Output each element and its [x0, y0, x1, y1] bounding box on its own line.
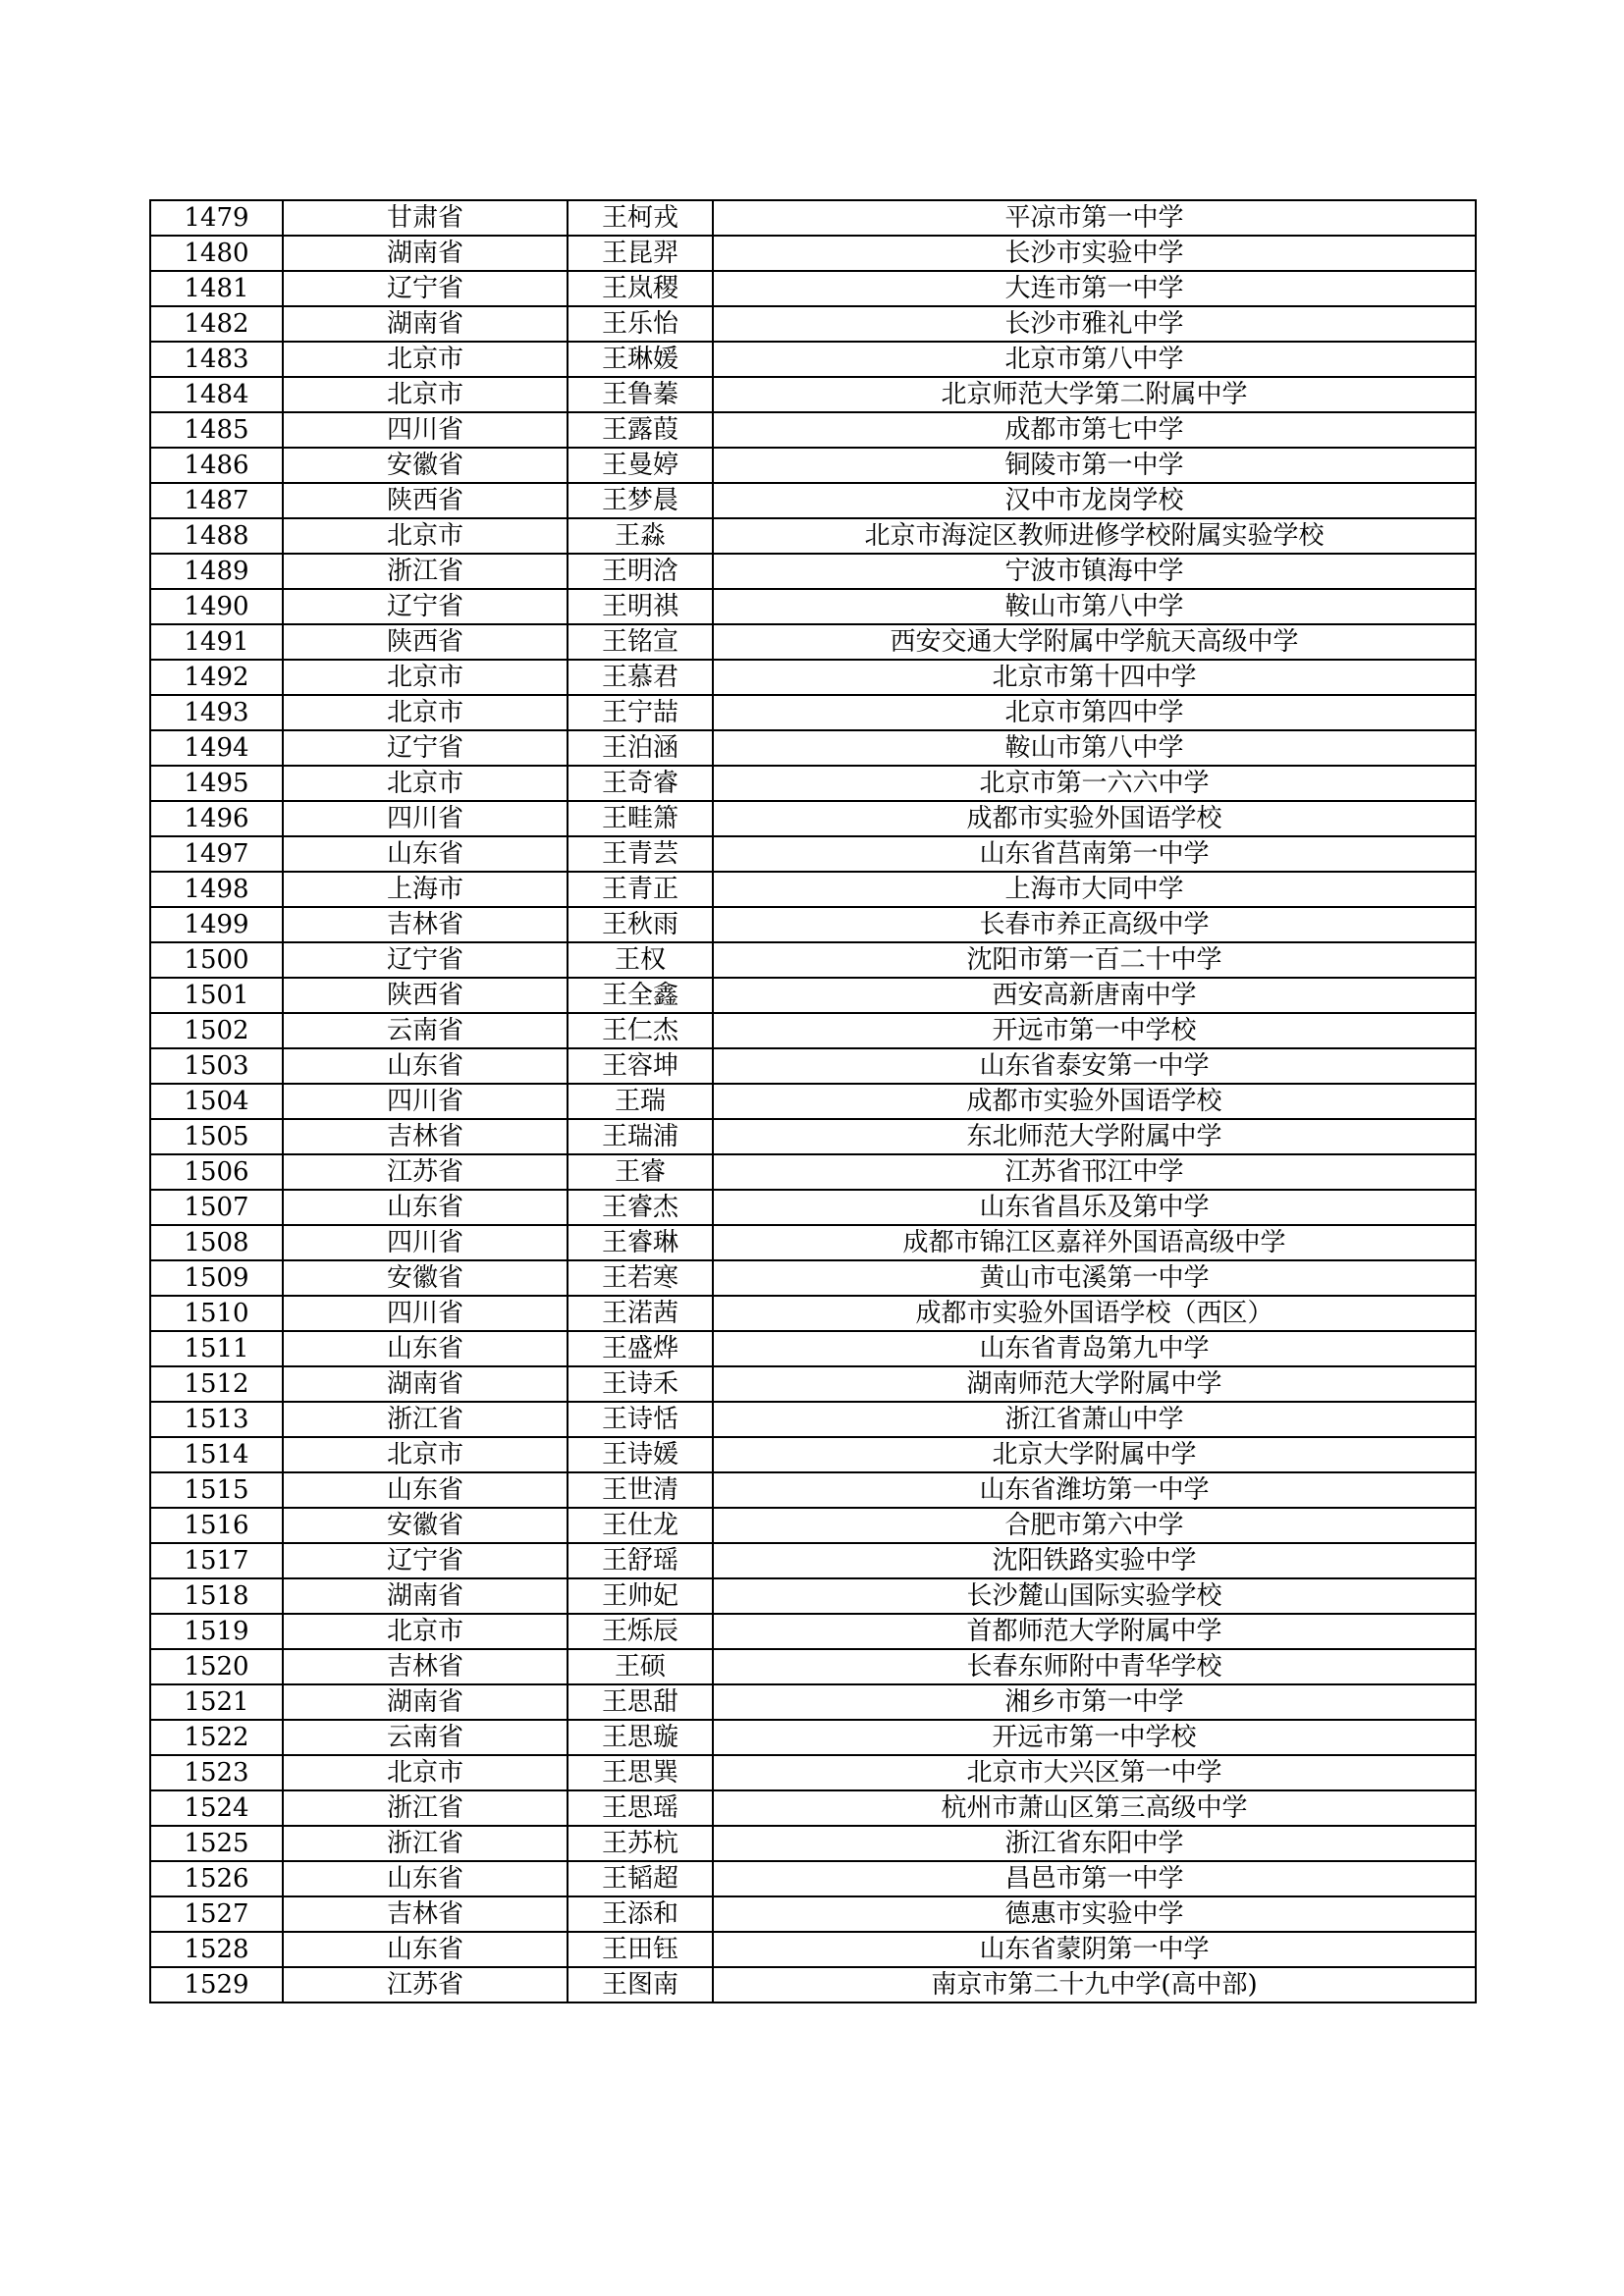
student-name-cell: 王烁辰 — [568, 1614, 713, 1649]
school-cell: 山东省青岛第九中学 — [713, 1331, 1476, 1366]
row-number-cell: 1482 — [150, 306, 283, 342]
province-cell: 安徽省 — [283, 1260, 568, 1296]
school-cell: 长春东师附中青华学校 — [713, 1649, 1476, 1684]
school-cell: 山东省莒南第一中学 — [713, 836, 1476, 872]
row-number-cell: 1496 — [150, 801, 283, 836]
table-row — [150, 1578, 1476, 1614]
table-row — [150, 1296, 1476, 1331]
student-name-cell: 王硕 — [568, 1649, 713, 1684]
student-name-cell: 王容坤 — [568, 1048, 713, 1084]
row-number-cell: 1528 — [150, 1932, 283, 1967]
table-row — [150, 1932, 1476, 1967]
school-cell: 杭州市萧山区第三高级中学 — [713, 1790, 1476, 1826]
row-number-cell: 1480 — [150, 236, 283, 271]
student-name-cell: 王乐怡 — [568, 306, 713, 342]
student-name-cell: 王田钰 — [568, 1932, 713, 1967]
table-row — [150, 660, 1476, 695]
row-number-cell: 1483 — [150, 342, 283, 377]
school-cell: 北京大学附属中学 — [713, 1437, 1476, 1472]
school-cell: 南京市第二十九中学(高中部) — [713, 1967, 1476, 2002]
school-cell: 德惠市实验中学 — [713, 1896, 1476, 1932]
school-cell: 江苏省邗江中学 — [713, 1154, 1476, 1190]
school-cell: 浙江省萧山中学 — [713, 1402, 1476, 1437]
table-row — [150, 518, 1476, 554]
province-cell: 辽宁省 — [283, 271, 568, 306]
student-name-cell: 王舒瑶 — [568, 1543, 713, 1578]
row-number-cell: 1525 — [150, 1826, 283, 1861]
table-row — [150, 1013, 1476, 1048]
school-cell: 山东省蒙阴第一中学 — [713, 1932, 1476, 1967]
student-name-cell: 王全鑫 — [568, 978, 713, 1013]
student-name-cell: 王帅妃 — [568, 1578, 713, 1614]
school-cell: 长春市养正高级中学 — [713, 907, 1476, 942]
student-name-cell: 王世清 — [568, 1472, 713, 1508]
school-cell: 平凉市第一中学 — [713, 200, 1476, 236]
province-cell: 北京市 — [283, 660, 568, 695]
row-number-cell: 1518 — [150, 1578, 283, 1614]
table-row — [150, 1967, 1476, 2002]
row-number-cell: 1488 — [150, 518, 283, 554]
table-row — [150, 836, 1476, 872]
province-cell: 江苏省 — [283, 1154, 568, 1190]
province-cell: 辽宁省 — [283, 1543, 568, 1578]
row-number-cell: 1515 — [150, 1472, 283, 1508]
row-number-cell: 1508 — [150, 1225, 283, 1260]
province-cell: 山东省 — [283, 1048, 568, 1084]
province-cell: 北京市 — [283, 1755, 568, 1790]
table-row — [150, 1755, 1476, 1790]
row-number-cell: 1487 — [150, 483, 283, 518]
province-cell: 安徽省 — [283, 1508, 568, 1543]
school-cell: 长沙麓山国际实验学校 — [713, 1578, 1476, 1614]
province-cell: 云南省 — [283, 1720, 568, 1755]
school-cell: 浙江省东阳中学 — [713, 1826, 1476, 1861]
student-name-cell: 王思巽 — [568, 1755, 713, 1790]
province-cell: 北京市 — [283, 766, 568, 801]
table-row — [150, 448, 1476, 483]
school-cell: 沈阳铁路实验中学 — [713, 1543, 1476, 1578]
row-number-cell: 1527 — [150, 1896, 283, 1932]
student-name-cell: 王昆羿 — [568, 236, 713, 271]
table-row — [150, 624, 1476, 660]
table-row — [150, 1649, 1476, 1684]
province-cell: 浙江省 — [283, 1402, 568, 1437]
province-cell: 山东省 — [283, 836, 568, 872]
row-number-cell: 1513 — [150, 1402, 283, 1437]
school-cell: 鞍山市第八中学 — [713, 730, 1476, 766]
school-cell: 西安交通大学附属中学航天高级中学 — [713, 624, 1476, 660]
student-name-cell: 王权 — [568, 942, 713, 978]
table-row — [150, 978, 1476, 1013]
row-number-cell: 1511 — [150, 1331, 283, 1366]
student-name-cell: 王诗禾 — [568, 1366, 713, 1402]
province-cell: 陕西省 — [283, 483, 568, 518]
row-number-cell: 1503 — [150, 1048, 283, 1084]
school-cell: 宁波市镇海中学 — [713, 554, 1476, 589]
table-row — [150, 730, 1476, 766]
student-name-cell: 王明浛 — [568, 554, 713, 589]
row-number-cell: 1522 — [150, 1720, 283, 1755]
student-name-cell: 王铭宣 — [568, 624, 713, 660]
student-name-cell: 王仁杰 — [568, 1013, 713, 1048]
school-cell: 长沙市实验中学 — [713, 236, 1476, 271]
province-cell: 北京市 — [283, 377, 568, 412]
province-cell: 湖南省 — [283, 236, 568, 271]
school-cell: 北京市第十四中学 — [713, 660, 1476, 695]
student-name-cell: 王添和 — [568, 1896, 713, 1932]
row-number-cell: 1506 — [150, 1154, 283, 1190]
school-cell: 黄山市屯溪第一中学 — [713, 1260, 1476, 1296]
row-number-cell: 1517 — [150, 1543, 283, 1578]
table-row — [150, 907, 1476, 942]
table-row — [150, 872, 1476, 907]
row-number-cell: 1495 — [150, 766, 283, 801]
province-cell: 吉林省 — [283, 1649, 568, 1684]
table-row — [150, 766, 1476, 801]
table-row — [150, 377, 1476, 412]
province-cell: 湖南省 — [283, 1684, 568, 1720]
province-cell: 上海市 — [283, 872, 568, 907]
row-number-cell: 1526 — [150, 1861, 283, 1896]
table-row — [150, 1190, 1476, 1225]
province-cell: 辽宁省 — [283, 942, 568, 978]
row-number-cell: 1504 — [150, 1084, 283, 1119]
row-number-cell: 1507 — [150, 1190, 283, 1225]
school-cell: 成都市实验外国语学校（西区） — [713, 1296, 1476, 1331]
school-cell: 上海市大同中学 — [713, 872, 1476, 907]
student-name-cell: 王奇睿 — [568, 766, 713, 801]
row-number-cell: 1514 — [150, 1437, 283, 1472]
student-name-cell: 王宁喆 — [568, 695, 713, 730]
table-row — [150, 1366, 1476, 1402]
row-number-cell: 1521 — [150, 1684, 283, 1720]
row-number-cell: 1529 — [150, 1967, 283, 2002]
province-cell: 吉林省 — [283, 1896, 568, 1932]
row-number-cell: 1489 — [150, 554, 283, 589]
province-cell: 四川省 — [283, 1296, 568, 1331]
student-name-cell: 王青正 — [568, 872, 713, 907]
province-cell: 四川省 — [283, 1225, 568, 1260]
row-number-cell: 1479 — [150, 200, 283, 236]
row-number-cell: 1494 — [150, 730, 283, 766]
row-number-cell: 1520 — [150, 1649, 283, 1684]
province-cell: 湖南省 — [283, 1366, 568, 1402]
school-cell: 湖南师范大学附属中学 — [713, 1366, 1476, 1402]
school-cell: 铜陵市第一中学 — [713, 448, 1476, 483]
table-row — [150, 801, 1476, 836]
student-name-cell: 王仕龙 — [568, 1508, 713, 1543]
student-name-cell: 王睿 — [568, 1154, 713, 1190]
table-row — [150, 554, 1476, 589]
table-row — [150, 200, 1476, 236]
province-cell: 湖南省 — [283, 1578, 568, 1614]
row-number-cell: 1491 — [150, 624, 283, 660]
province-cell: 山东省 — [283, 1932, 568, 1967]
school-cell: 开远市第一中学校 — [713, 1013, 1476, 1048]
row-number-cell: 1500 — [150, 942, 283, 978]
province-cell: 陕西省 — [283, 978, 568, 1013]
table-row — [150, 1861, 1476, 1896]
school-cell: 首都师范大学附属中学 — [713, 1614, 1476, 1649]
table-row — [150, 1331, 1476, 1366]
student-name-cell: 王琳媛 — [568, 342, 713, 377]
province-cell: 辽宁省 — [283, 730, 568, 766]
school-cell: 北京师范大学第二附属中学 — [713, 377, 1476, 412]
student-name-cell: 王苏杭 — [568, 1826, 713, 1861]
student-name-cell: 王慕君 — [568, 660, 713, 695]
table-row — [150, 1437, 1476, 1472]
row-number-cell: 1493 — [150, 695, 283, 730]
table-row — [150, 1720, 1476, 1755]
school-cell: 北京市海淀区教师进修学校附属实验学校 — [713, 518, 1476, 554]
row-number-cell: 1497 — [150, 836, 283, 872]
student-name-cell: 王思甜 — [568, 1684, 713, 1720]
school-cell: 长沙市雅礼中学 — [713, 306, 1476, 342]
province-cell: 山东省 — [283, 1861, 568, 1896]
table-row — [150, 306, 1476, 342]
school-cell: 北京市第四中学 — [713, 695, 1476, 730]
table-row — [150, 1543, 1476, 1578]
table-row — [150, 1472, 1476, 1508]
student-name-cell: 王盛烨 — [568, 1331, 713, 1366]
school-cell: 合肥市第六中学 — [713, 1508, 1476, 1543]
student-name-cell: 王青芸 — [568, 836, 713, 872]
student-name-cell: 王诗恬 — [568, 1402, 713, 1437]
row-number-cell: 1519 — [150, 1614, 283, 1649]
table-row — [150, 695, 1476, 730]
province-cell: 四川省 — [283, 412, 568, 448]
school-cell: 山东省泰安第一中学 — [713, 1048, 1476, 1084]
row-number-cell: 1510 — [150, 1296, 283, 1331]
province-cell: 四川省 — [283, 801, 568, 836]
table-row — [150, 1684, 1476, 1720]
student-name-cell: 王岚稷 — [568, 271, 713, 306]
row-number-cell: 1486 — [150, 448, 283, 483]
school-cell: 成都市锦江区嘉祥外国语高级中学 — [713, 1225, 1476, 1260]
province-cell: 浙江省 — [283, 1790, 568, 1826]
school-cell: 成都市实验外国语学校 — [713, 801, 1476, 836]
row-number-cell: 1523 — [150, 1755, 283, 1790]
school-cell: 东北师范大学附属中学 — [713, 1119, 1476, 1154]
table-row — [150, 1084, 1476, 1119]
table-row — [150, 1402, 1476, 1437]
school-cell: 湘乡市第一中学 — [713, 1684, 1476, 1720]
school-cell: 西安高新唐南中学 — [713, 978, 1476, 1013]
province-cell: 云南省 — [283, 1013, 568, 1048]
school-cell: 开远市第一中学校 — [713, 1720, 1476, 1755]
province-cell: 山东省 — [283, 1190, 568, 1225]
student-name-cell: 王淼 — [568, 518, 713, 554]
school-cell: 成都市第七中学 — [713, 412, 1476, 448]
province-cell: 湖南省 — [283, 306, 568, 342]
row-number-cell: 1501 — [150, 978, 283, 1013]
row-number-cell: 1484 — [150, 377, 283, 412]
student-name-cell: 王露葭 — [568, 412, 713, 448]
student-name-cell: 王思璇 — [568, 1720, 713, 1755]
province-cell: 浙江省 — [283, 1826, 568, 1861]
table-row — [150, 1225, 1476, 1260]
student-name-cell: 王梦晨 — [568, 483, 713, 518]
row-number-cell: 1481 — [150, 271, 283, 306]
table-row — [150, 412, 1476, 448]
province-cell: 浙江省 — [283, 554, 568, 589]
province-cell: 陕西省 — [283, 624, 568, 660]
school-cell: 昌邑市第一中学 — [713, 1861, 1476, 1896]
table-row — [150, 1896, 1476, 1932]
province-cell: 吉林省 — [283, 1119, 568, 1154]
student-name-cell: 王柯戎 — [568, 200, 713, 236]
student-name-cell: 王明祺 — [568, 589, 713, 624]
student-name-cell: 王睿琳 — [568, 1225, 713, 1260]
row-number-cell: 1492 — [150, 660, 283, 695]
student-name-cell: 王畦箫 — [568, 801, 713, 836]
table-row — [150, 271, 1476, 306]
school-cell: 北京市第八中学 — [713, 342, 1476, 377]
roster-body — [150, 200, 1476, 2002]
province-cell: 北京市 — [283, 1614, 568, 1649]
row-number-cell: 1485 — [150, 412, 283, 448]
student-name-cell: 王曼婷 — [568, 448, 713, 483]
row-number-cell: 1498 — [150, 872, 283, 907]
student-name-cell: 王图南 — [568, 1967, 713, 2002]
student-name-cell: 王渃茜 — [568, 1296, 713, 1331]
student-name-cell: 王诗媛 — [568, 1437, 713, 1472]
table-row — [150, 1154, 1476, 1190]
school-cell: 成都市实验外国语学校 — [713, 1084, 1476, 1119]
province-cell: 辽宁省 — [283, 589, 568, 624]
table-row — [150, 1260, 1476, 1296]
row-number-cell: 1490 — [150, 589, 283, 624]
table-row — [150, 236, 1476, 271]
school-cell: 大连市第一中学 — [713, 271, 1476, 306]
table-row — [150, 1048, 1476, 1084]
province-cell: 北京市 — [283, 518, 568, 554]
table-row — [150, 942, 1476, 978]
table-row — [150, 1119, 1476, 1154]
school-cell: 山东省潍坊第一中学 — [713, 1472, 1476, 1508]
school-cell: 山东省昌乐及第中学 — [713, 1190, 1476, 1225]
province-cell: 甘肃省 — [283, 200, 568, 236]
province-cell: 吉林省 — [283, 907, 568, 942]
province-cell: 安徽省 — [283, 448, 568, 483]
table-row — [150, 1790, 1476, 1826]
row-number-cell: 1509 — [150, 1260, 283, 1296]
table-row — [150, 483, 1476, 518]
row-number-cell: 1516 — [150, 1508, 283, 1543]
province-cell: 山东省 — [283, 1472, 568, 1508]
row-number-cell: 1524 — [150, 1790, 283, 1826]
table-row — [150, 1614, 1476, 1649]
school-cell: 北京市第一六六中学 — [713, 766, 1476, 801]
province-cell: 北京市 — [283, 695, 568, 730]
table-row — [150, 342, 1476, 377]
school-cell: 汉中市龙岗学校 — [713, 483, 1476, 518]
province-cell: 四川省 — [283, 1084, 568, 1119]
province-cell: 北京市 — [283, 342, 568, 377]
student-name-cell: 王秋雨 — [568, 907, 713, 942]
student-name-cell: 王瑞 — [568, 1084, 713, 1119]
table-row — [150, 589, 1476, 624]
school-cell: 鞍山市第八中学 — [713, 589, 1476, 624]
school-cell: 北京市大兴区第一中学 — [713, 1755, 1476, 1790]
student-name-cell: 王思瑶 — [568, 1790, 713, 1826]
student-name-cell: 王韬超 — [568, 1861, 713, 1896]
student-name-cell: 王泊涵 — [568, 730, 713, 766]
row-number-cell: 1505 — [150, 1119, 283, 1154]
roster-table — [149, 199, 1477, 2003]
table-row — [150, 1508, 1476, 1543]
row-number-cell: 1499 — [150, 907, 283, 942]
province-cell: 江苏省 — [283, 1967, 568, 2002]
student-name-cell: 王睿杰 — [568, 1190, 713, 1225]
province-cell: 北京市 — [283, 1437, 568, 1472]
school-cell: 沈阳市第一百二十中学 — [713, 942, 1476, 978]
student-name-cell: 王瑞浦 — [568, 1119, 713, 1154]
student-name-cell: 王鲁蓁 — [568, 377, 713, 412]
student-name-cell: 王若寒 — [568, 1260, 713, 1296]
row-number-cell: 1502 — [150, 1013, 283, 1048]
province-cell: 山东省 — [283, 1331, 568, 1366]
table-row — [150, 1826, 1476, 1861]
row-number-cell: 1512 — [150, 1366, 283, 1402]
